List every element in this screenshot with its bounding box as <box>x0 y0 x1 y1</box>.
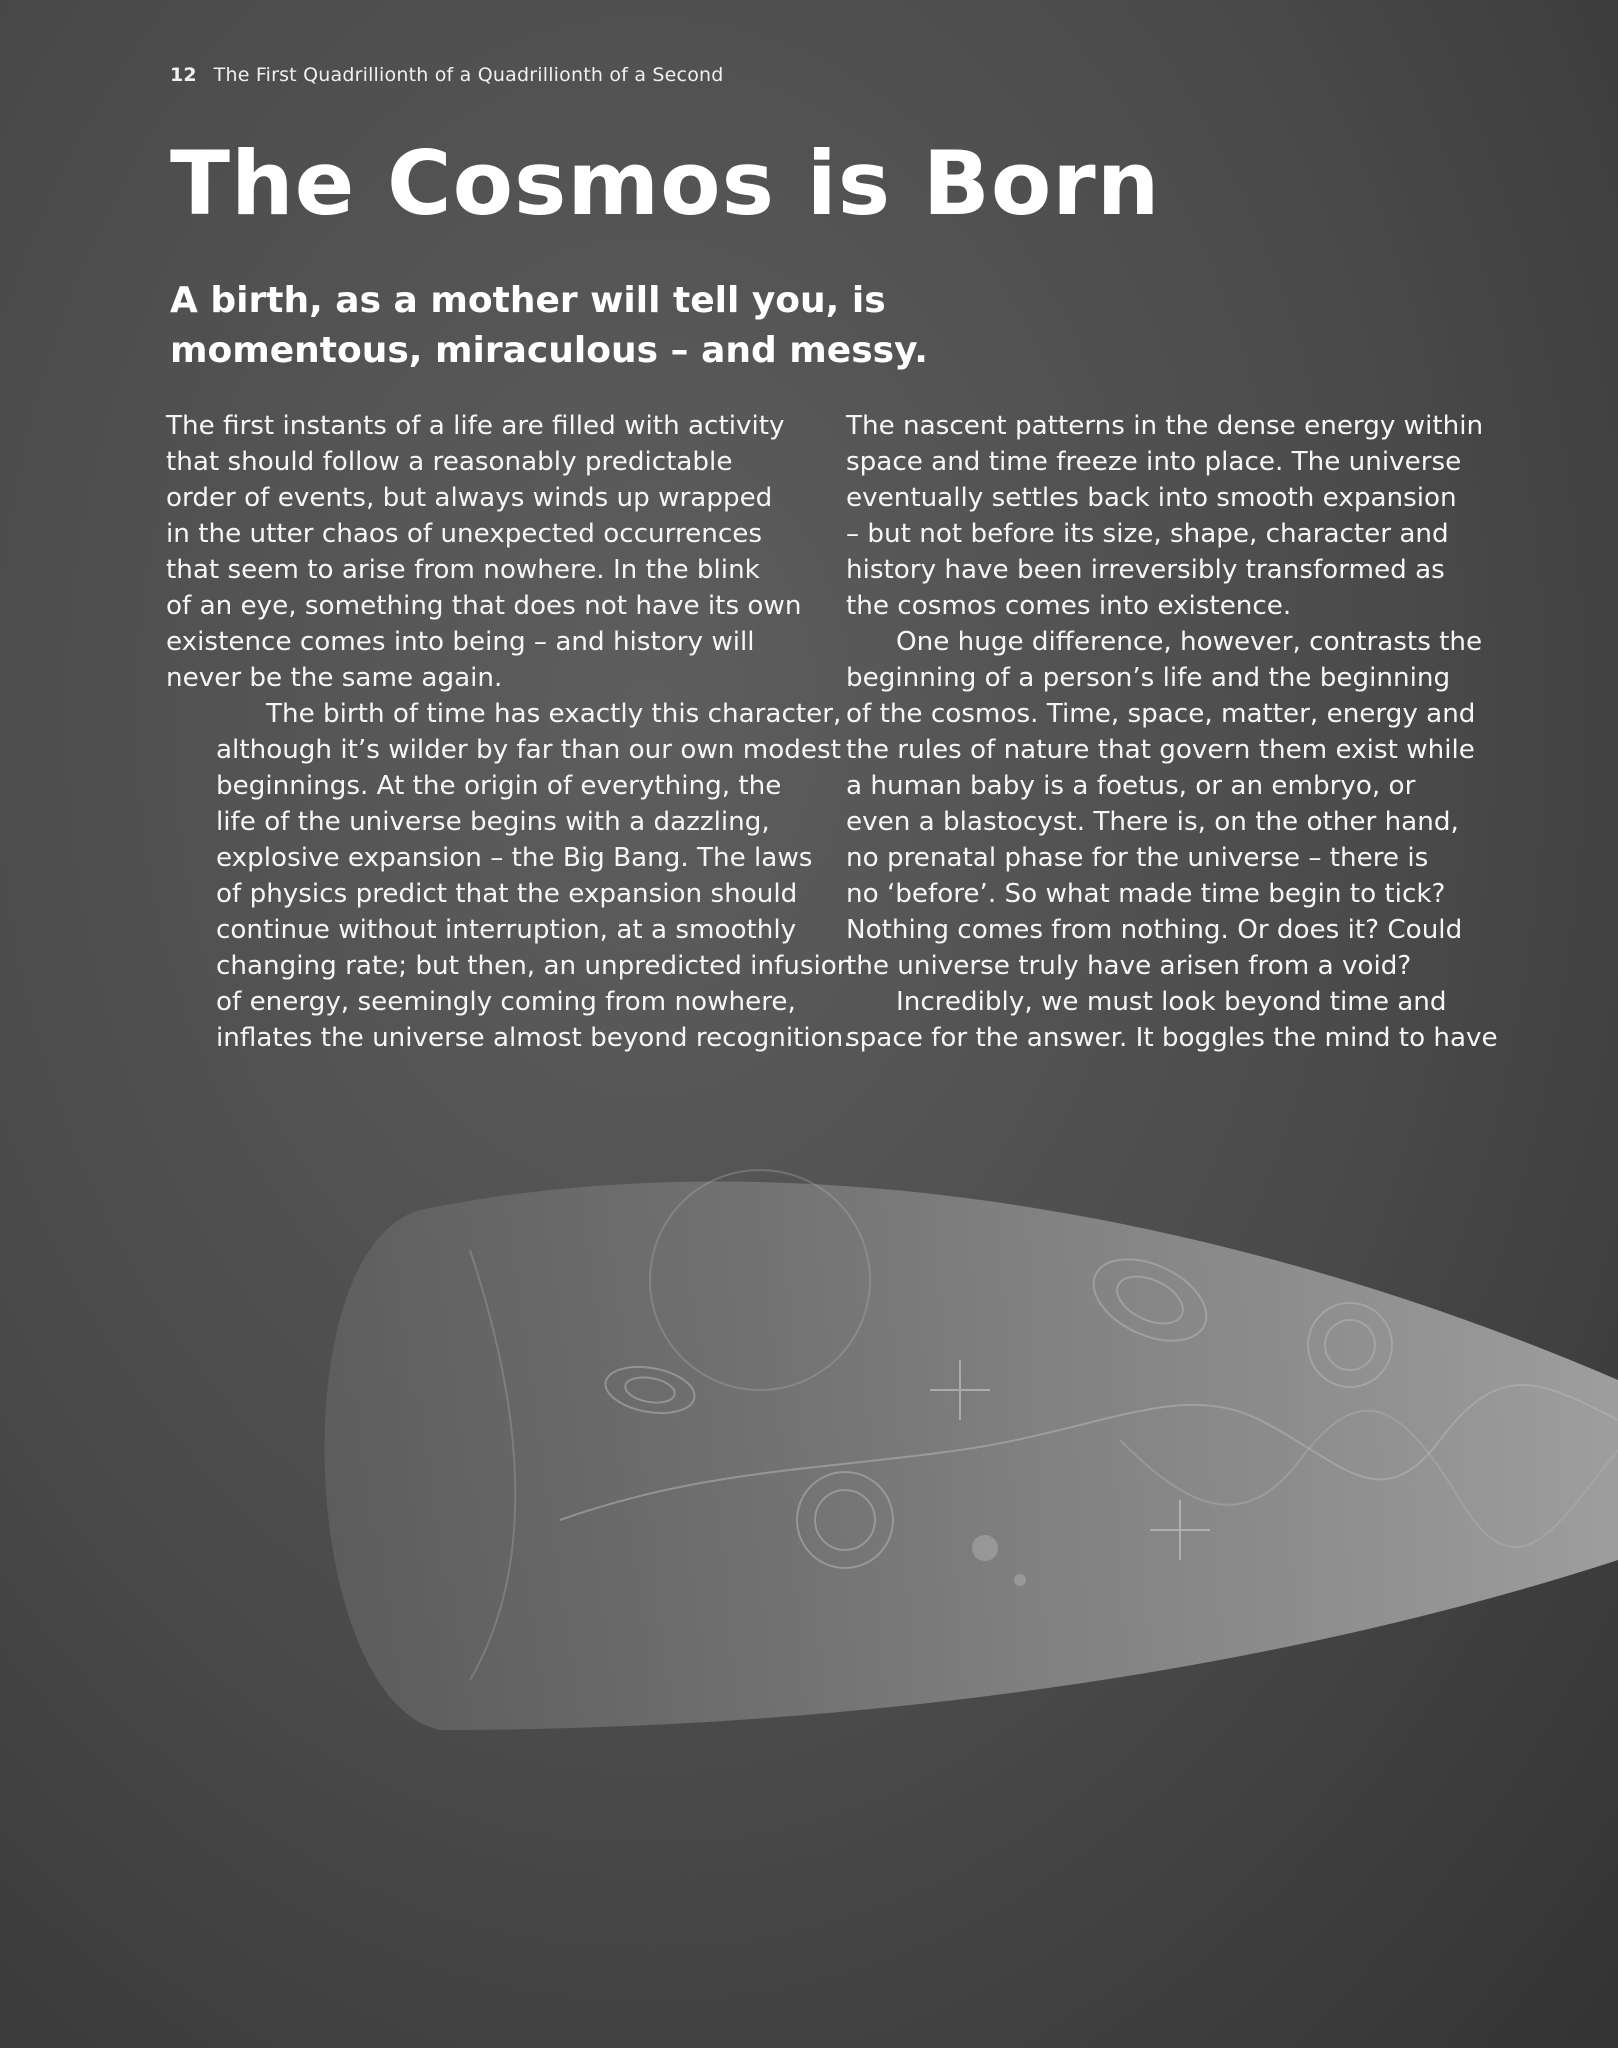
text-line: The birth of time has exactly this character, <box>266 699 842 729</box>
text-line: although it’s wilder by far than our own modest <box>216 735 841 765</box>
text-line: order of events, but always winds up wrapped <box>166 483 773 513</box>
arc-line-icon <box>470 1250 515 1680</box>
text-line: of physics predict that the expansion should <box>216 879 798 909</box>
text-line: the universe truly have arisen from a void? <box>846 951 1412 981</box>
body-column-left <box>166 408 854 1056</box>
text-line: history have been irreversibly transformed as <box>846 555 1445 585</box>
text-line: The first instants of a life are filled with activity <box>166 411 785 441</box>
star-sparkle-icon <box>1150 1500 1210 1560</box>
text-line: life of the universe begins with a dazzling, <box>216 807 770 837</box>
text-line: a human baby is a foetus, or an embryo, or <box>846 771 1416 801</box>
text-line: even a blastocyst. There is, on the other hand, <box>846 807 1459 837</box>
text-line: space and time freeze into place. The universe <box>846 447 1462 477</box>
spiral-galaxy-icon <box>623 1374 676 1406</box>
text-line: in the utter chaos of unexpected occurrences <box>166 519 763 549</box>
text-line: space for the answer. It boggles the mind to have <box>846 1023 1498 1053</box>
text-line: eventually settles back into smooth expansion <box>846 483 1457 513</box>
text-line: Incredibly, we must look beyond time and <box>896 987 1447 1017</box>
spiral-galaxy-icon <box>1081 1243 1219 1357</box>
body-column-right <box>846 408 1526 1056</box>
paragraph <box>846 984 1526 1056</box>
text-line: inflates the universe almost beyond recognition. <box>216 1023 852 1053</box>
text-line: – but not before its size, shape, character and <box>846 519 1449 549</box>
page-number: 12 <box>170 64 197 86</box>
text-line: no prenatal phase for the universe – there is <box>846 843 1429 873</box>
text-line: changing rate; but then, an unpredicted infusion <box>216 951 854 981</box>
paragraph <box>166 408 831 696</box>
text-line: existence comes into being – and history will <box>166 627 755 657</box>
text-line: of an eye, something that does not have its own <box>166 591 802 621</box>
paragraph <box>166 696 854 1056</box>
orbit-ring-icon <box>1325 1320 1375 1370</box>
text-line: that seem to arise from nowhere. In the blink <box>166 555 760 585</box>
orbit-ring-icon <box>797 1472 893 1568</box>
orbit-ring-icon <box>815 1490 875 1550</box>
star-sparkle-icon <box>930 1360 990 1420</box>
text-line: never be the same again. <box>166 663 503 693</box>
orbit-ring-icon <box>1308 1303 1392 1387</box>
text-line: continue without interruption, at a smoothly <box>216 915 797 945</box>
text-line: Nothing comes from nothing. Or does it? Could <box>846 915 1463 945</box>
text-line: of the cosmos. Time, space, matter, energy and <box>846 699 1476 729</box>
running-head-title: The First Quadrillionth of a Quadrillionth of a Second <box>213 64 724 86</box>
paragraph <box>846 408 1526 624</box>
spiral-galaxy-icon <box>602 1361 698 1420</box>
subhead-line: A birth, as a mother will tell you, is <box>170 280 886 321</box>
text-line: the cosmos comes into existence. <box>846 591 1292 621</box>
wave-line-icon <box>1120 1411 1618 1547</box>
paragraph <box>846 624 1526 984</box>
text-line: One huge difference, however, contrasts the <box>896 627 1483 657</box>
planet-dot-icon <box>972 1535 998 1561</box>
orbit-ring-icon <box>650 1170 870 1390</box>
text-line: The nascent patterns in the dense energy within <box>846 411 1484 441</box>
text-line: explosive expansion – the Big Bang. The laws <box>216 843 813 873</box>
chapter-title: The Cosmos is Born <box>170 132 1161 235</box>
text-line: beginning of a person’s life and the beginning <box>846 663 1451 693</box>
planet-dot-icon <box>1014 1574 1026 1586</box>
wave-line-icon <box>560 1385 1618 1520</box>
subhead-line: momentous, miraculous – and messy. <box>170 330 928 371</box>
running-head <box>170 64 724 86</box>
spiral-galaxy-icon <box>1110 1267 1190 1333</box>
text-line: no ‘before’. So what made time begin to tick? <box>846 879 1446 909</box>
light-beam-shape <box>324 1182 1618 1730</box>
text-line: that should follow a reasonably predictable <box>166 447 733 477</box>
text-line: beginnings. At the origin of everything, the <box>216 771 782 801</box>
text-line: of energy, seemingly coming from nowhere, <box>216 987 796 1017</box>
subhead <box>170 276 970 376</box>
text-line: the rules of nature that govern them exist while <box>846 735 1475 765</box>
